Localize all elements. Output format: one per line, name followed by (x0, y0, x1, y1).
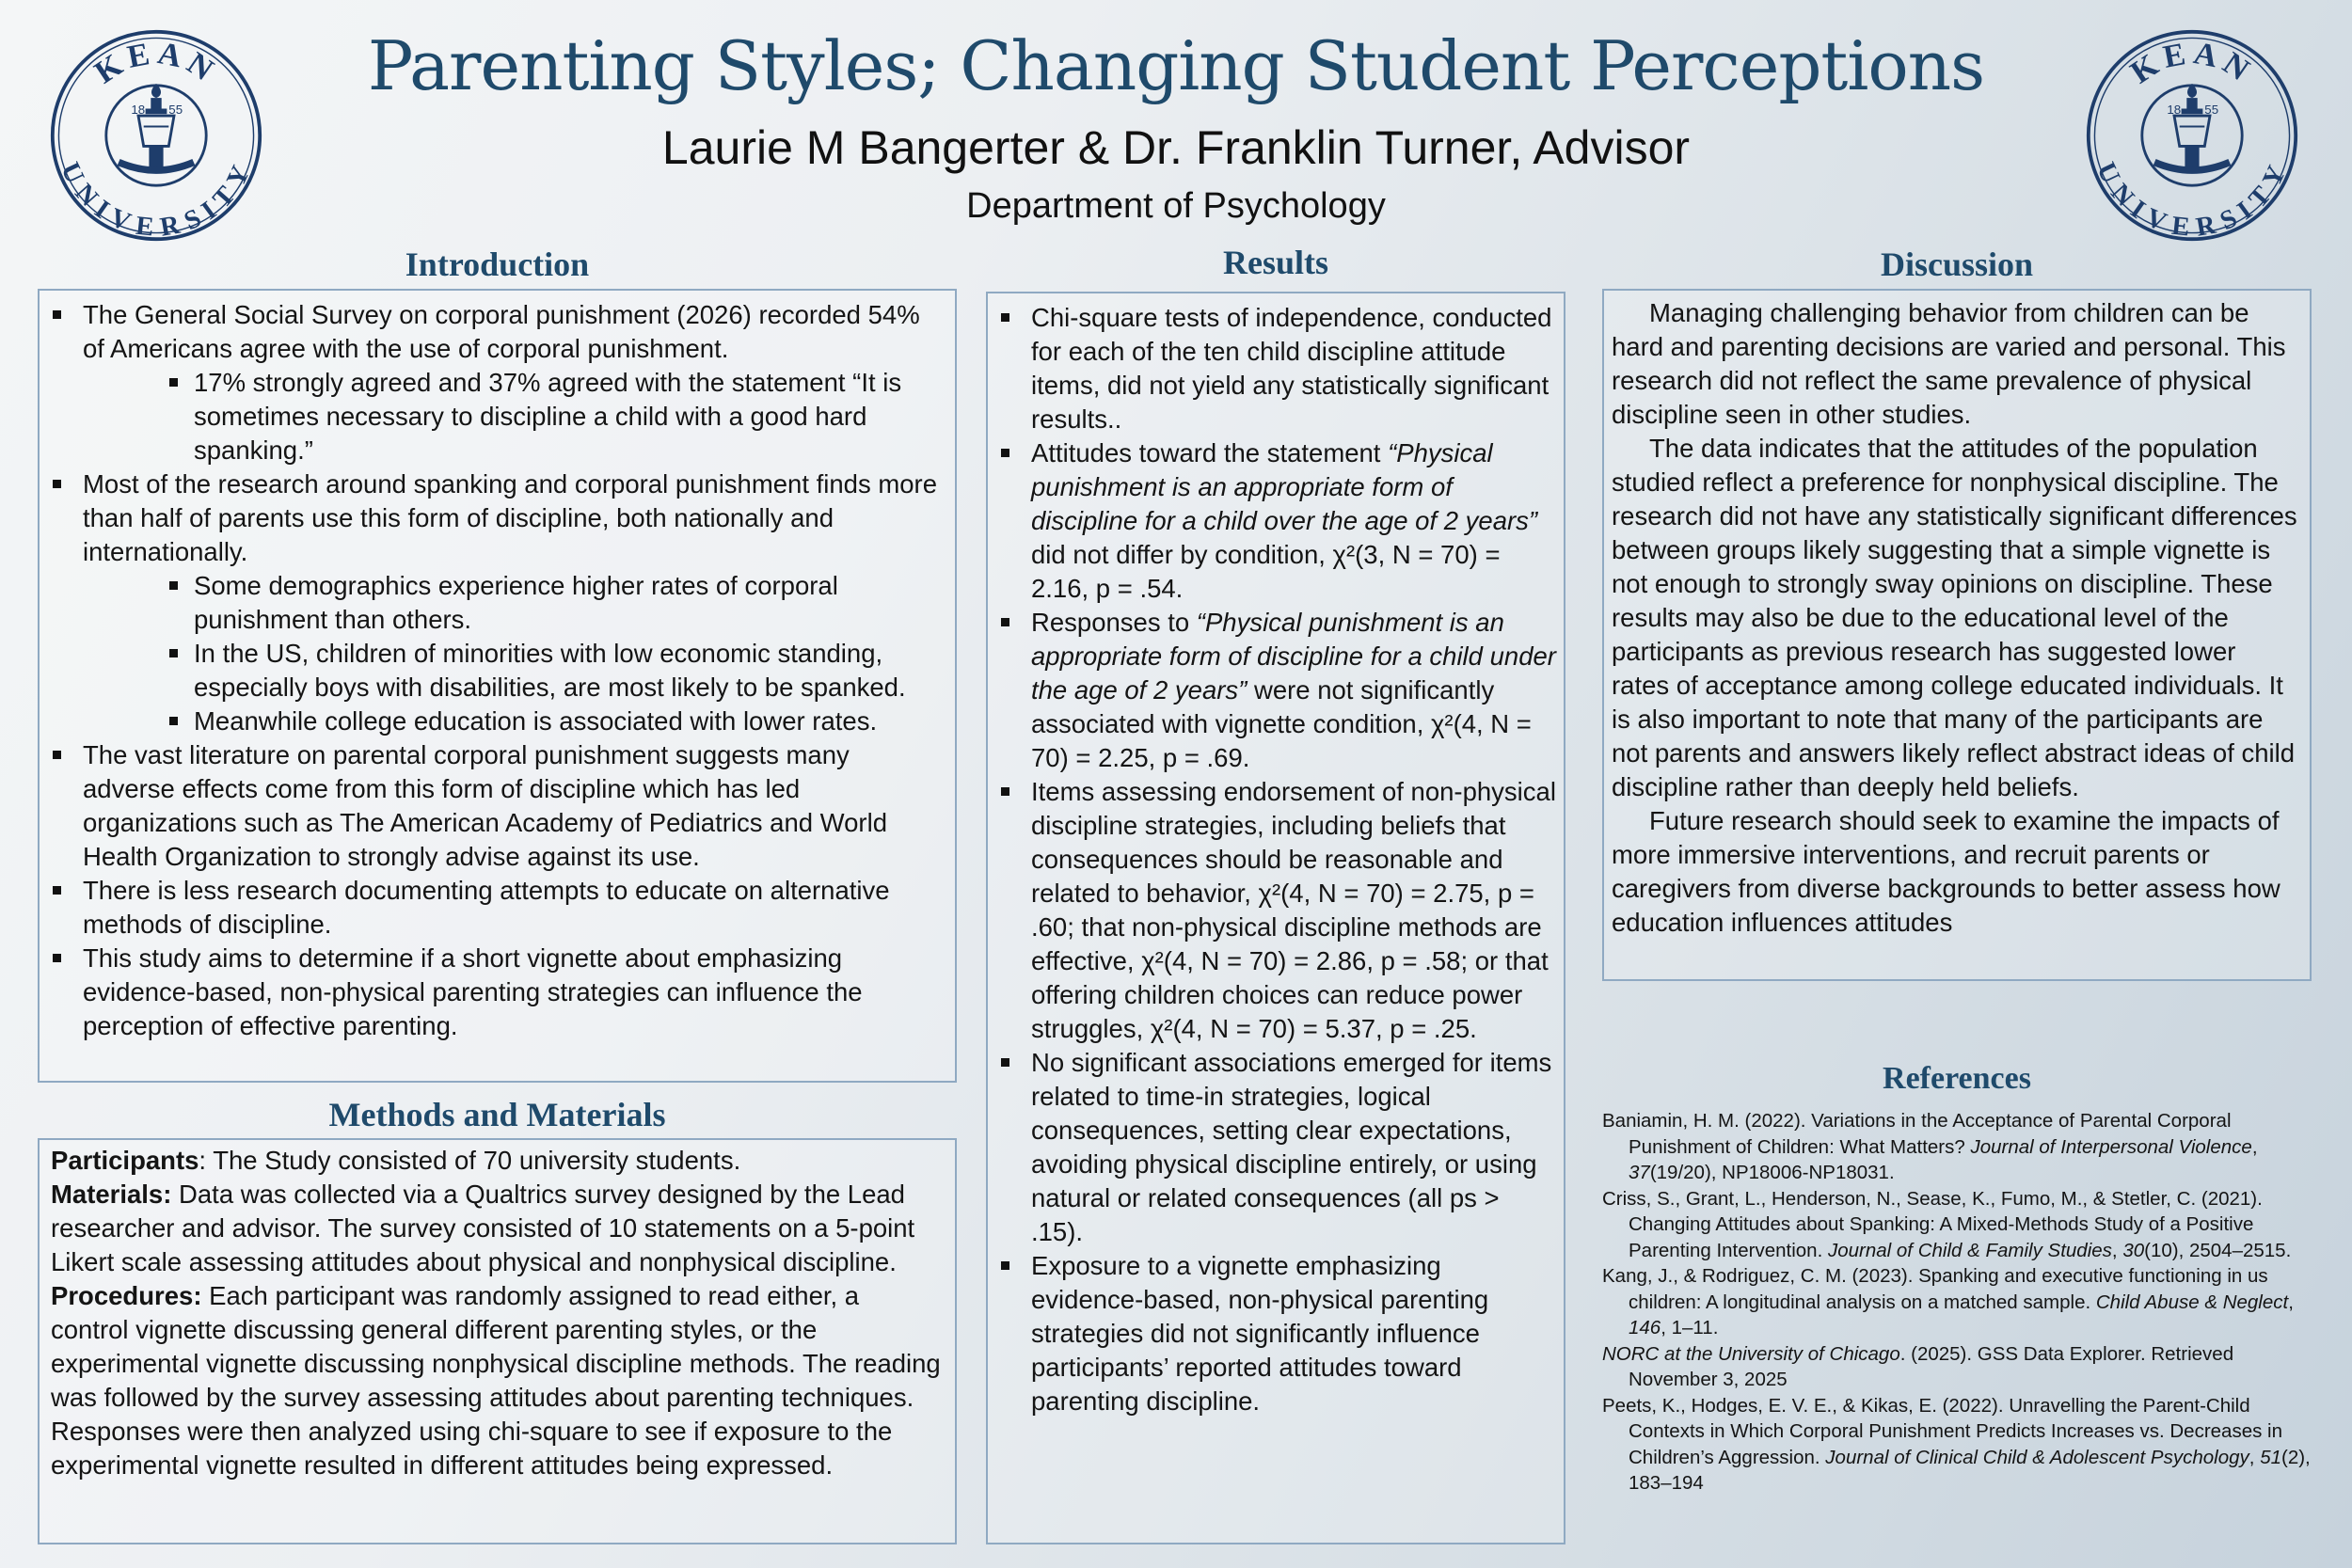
reference-item: Baniamin, H. M. (2022). Variations in the Acceptance of Parental Corporal Punishment of Children: What Matters? Journal of Interpersonal Violence, 37(19/20), NP18006-NP18031. (1602, 1110, 2258, 1183)
participants-paragraph: Participants: The Study consisted of 70 university students. (51, 1146, 741, 1175)
list-item: No significant associations emerged for items related to time-in strategies, logical consequences, setting clear expectations, avoiding physical discipline entirely, or using natural or related consequences (all ps > .15). (993, 1046, 1556, 1249)
methods-title: Methods and Materials (328, 1096, 666, 1133)
poster-title: Parenting Styles; Changing Student Perceptions (367, 26, 1985, 105)
poster-department: Department of Psychology (966, 186, 1386, 226)
logo-bottom-text: UNIVERSITY (2090, 158, 2294, 243)
references-section (1602, 1108, 2317, 1497)
discussion-paragraph: The data indicates that the attitudes of the population studied reflect a preference for nonphysical discipline. The research did not have any statistically significant differences between groups likely suggesting that a simple vignette is not enough to strongly sway opinions on discipline. These results may also be due to the educational level of the participants as previous research has suggested lower rates of acceptance among college educated individuals. It is also important to note that many of the participants are not parents and answers likely reflect abstract ideas of child discipline rather than deeply held beliefs. (1612, 434, 2297, 801)
procedures-paragraph: Procedures: Each participant was randomly assigned to read either, a control vignette discussing general different parenting styles, or the experimental vignette discussing nonphysical discipline methods. The reading was followed by the survey assessing attitudes about parenting techniques. Responses were then analyzed using chi-square to see if exposure to the experimental vignette resulted in different attitudes being expressed. (51, 1281, 941, 1480)
discussion-title: Discussion (1880, 245, 2034, 283)
results-title: Results (1222, 244, 1328, 281)
list-item: Attitudes toward the statement “Physical punishment is an appropriate form of discipline for a child over the age of 2 years” did not differ by condition, χ²(3, N = 70) = 2.16, p = .54. (993, 436, 1556, 606)
materials-paragraph: Materials: Data was collected via a Qualtrics survey designed by the Lead researcher and advisor. The survey consisted of 10 statements on a 5-point Likert scale assessing attitudes about physical and nonphysical discipline. (51, 1180, 915, 1276)
logo-top-text: KEAN (88, 36, 224, 91)
results-list (993, 301, 1556, 1418)
list-item: Most of the research around spanking and corporal punishment finds more than half of parents use this form of discipline, both nationally and internationally. Some demographics experience higher rates of corporal punishment than others. In the US, children of minorities with low economic standing, especially boys with disabilities, are most likely to be spanked. Meanwhile college education is associated with lower rates. (45, 467, 940, 738)
logo-year-right: 55 (2204, 103, 2219, 118)
logo-year-left: 18 (2167, 103, 2182, 118)
methods-section (38, 1138, 957, 1544)
list-item: In the US, children of minorities with low economic standing, especially boys with disabilities, are most likely to be spanked. (164, 637, 940, 705)
list-item: This study aims to determine if a short vignette about emphasizing evidence-based, non-physical parenting strategies can influence the perception of effective parenting. (45, 942, 940, 1043)
introduction-section (38, 289, 957, 1083)
discussion-section (1602, 289, 2312, 981)
discussion-paragraph: Future research should seek to examine the impacts of more immersive interventions, and recruit parents or caregivers from diverse backgrounds to better assess how education influences attitudes (1612, 806, 2280, 937)
list-item: Meanwhile college education is associated with lower rates. (164, 705, 940, 738)
list-item: Exposure to a vignette emphasizing evidence-based, non-physical parenting strategies did not significantly influence participants’ reported attitudes toward parenting discipline. (993, 1249, 1556, 1418)
list-item: Some demographics experience higher rates of corporal punishment than others. (164, 569, 940, 637)
introduction-title: Introduction (405, 245, 590, 283)
list-item: Chi-square tests of independence, conducted for each of the ten child discipline attitude items, did not yield any statistically significant results.. (993, 301, 1556, 436)
reference-item: Peets, K., Hodges, E. V. E., & Kikas, E. (2022). Unravelling the Parent-Child Contexts in Which Corporal Punishment Predicts Increases vs. Decreases in Children’s Aggression. Journal of Clinical Child & Adolescent Psychology, 51(2), 183–194 (1602, 1394, 2311, 1494)
list-item: Items assessing endorsement of non-physical discipline strategies, including beliefs that consequences should be reasonable and related to behavior, χ²(4, N = 70) = 2.75, p = .60; that non-physical discipline methods are effective, χ²(4, N = 70) = 2.86, p = .58; or that offering children choices can reduce power struggles, χ²(4, N = 70) = 5.37, p = .25. (993, 775, 1556, 1046)
logo-year-right: 55 (168, 103, 183, 118)
logo-bottom-text: UNIVERSITY (55, 158, 258, 243)
introduction-list (45, 298, 940, 1043)
reference-item: Criss, S., Grant, L., Henderson, N., Sease, K., Fumo, M., & Stetler, C. (2021). Changing Attitudes about Spanking: A Mixed-Methods Study of a Positive Parenting Intervention. Journal of Child & Family Studies, 30(10), 2504–2515. (1602, 1187, 2292, 1261)
reference-item: NORC at the University of Chicago. (2025). GSS Data Explorer. Retrieved November 3, 2025 (1602, 1342, 2234, 1390)
list-item: Responses to “Physical punishment is an appropriate form of discipline for a child under the age of 2 years” were not significantly associated with vignette condition, χ²(4, N = 70) = 2.25, p = .69. (993, 606, 1556, 775)
list-item: 17% strongly agreed and 37% agreed with the statement “It is sometimes necessary to discipline a child with a good hard spanking.” (164, 366, 940, 467)
list-item: The General Social Survey on corporal punishment (2026) recorded 54% of Americans agree with the use of corporal punishment. 17% strongly agreed and 37% agreed with the statement “It is sometimes necessary to discipline a child with a good hard spanking.” (45, 298, 940, 467)
logo-top-text: KEAN (2124, 36, 2260, 91)
list-item: The vast literature on parental corporal punishment suggests many adverse effects come from this form of discipline which has led organizations such as The American Academy of Pediatrics and World Health Organization to strongly advise against its use. (45, 738, 940, 874)
discussion-paragraph: Managing challenging behavior from children can be hard and parenting decisions are varied and personal. This research did not reflect the same prevalence of physical discipline seen in other studies. (1612, 298, 2286, 429)
poster-authors: Laurie M Bangerter & Dr. Franklin Turner, Advisor (661, 121, 1691, 174)
list-item: There is less research documenting attempts to educate on alternative methods of discipline. (45, 874, 940, 942)
results-section (986, 292, 1565, 1544)
logo-year-left: 18 (131, 103, 146, 118)
reference-item: Kang, J., & Rodriguez, C. M. (2023). Spanking and executive functioning in us children: A longitudinal analysis on a matched sample. Child Abuse & Neglect, 146, 1–11. (1602, 1265, 2294, 1338)
references-title: References (1883, 1061, 2031, 1096)
